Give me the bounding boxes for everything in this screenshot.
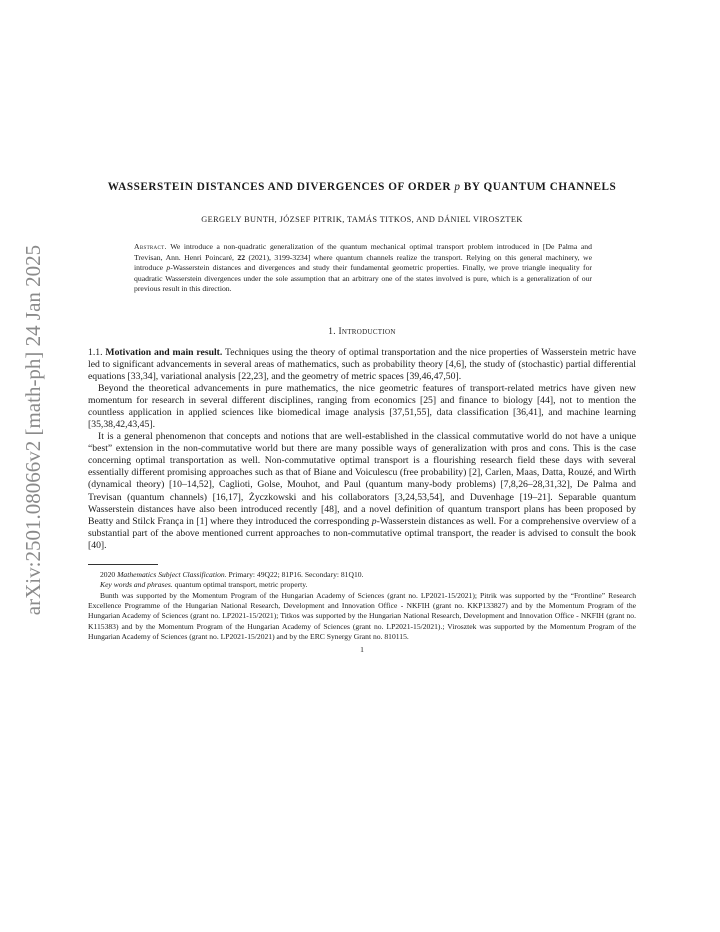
paragraph-1-text: Techniques using the theory of optimal transportation and the nice properties of Wasserstein metric have led to significant advancements in several areas of mathematics, such as probability theory [4,6], the study of (stochastic) partial differential equations [33,34], variational analysis [22,23], and the geometry of metric spaces [39,46,47,50]. [88, 346, 637, 383]
footnote-keywords-text: quantum optimal transport, metric property. [172, 580, 308, 590]
paragraph-3 [88, 431, 636, 551]
subsection-title: Motivation and main result. [105, 346, 223, 358]
abstract-text-3: -Wasserstein distances and divergences and study their fundamental geometric properties. Finally, we prove triangle inequality for quadratic Wasserstein divergences under the sole assumption that an arbitrary one of the states involved is pure, which is a generalization of our previous result in this direction. [134, 263, 592, 294]
footnote-funding: Bunth was supported by the Momentum Program of the Hungarian Academy of Sciences (grant no. LP2021-15/2021); Pitrik was supported by the “Frontline” Research Excellence Programme of the Hungarian National Research, Development and Innovation Office - NKFIH (grant no. KKP133827) and by the Momentum Program of the Hungarian Academy of Sciences (grant no. LP2021-15/2021); Titkos was supported by the Hungarian National Research, Development and Innovation Office - NKFIH (grant no. K115383) and by the Momentum Program of the Hungarian Academy of Sciences (grant no. LP2021-15/2021).; Virosztek was supported by the Momentum Program of the Hungarian Academy of Sciences (grant no. LP2021-15/2021) and by the ERC Synergy Grant no. 810115. [88, 590, 636, 642]
footnote-divider [88, 564, 158, 565]
section-heading: 1. Introduction [328, 326, 396, 337]
paper-page [88, 180, 636, 654]
abstract-variable: p [166, 263, 171, 273]
page-number: 1 [360, 644, 364, 654]
title-part-1: WASSERSTEIN DISTANCES AND DIVERGENCES OF ORDER [107, 181, 455, 193]
paragraph-2: Beyond the theoretical advancements in pure mathematics, the nice geometric features of transport-related metrics have given new momentum for research in several different disciplines, ranging from economics [25] and finance to biology [44], not to mention the countless application in applied sciences like biomedical image analysis [37,51,55], data classification [36,41], and machine learning [35,38,42,43,45]. [88, 383, 636, 431]
arxiv-identifier-stamp [14, 220, 50, 640]
arxiv-stamp-text: arXiv:2501.08066v2 [math-ph] 24 Jan 2025 [21, 244, 45, 616]
footnote-classification-text: Primary: 49Q22; 81P16. Secondary: 81Q10. [226, 569, 364, 579]
paragraph-3-text-2: -Wasserstein distances as well. For a comprehensive overview of a substantial part of the above mentioned current approaches to non-commutative optimal transport, the reader is advised to consult the book [40]. [88, 515, 636, 551]
footnote-classification-year: 2020 [100, 569, 118, 579]
author-list: GERGELY BUNTH, JÓZSEF PITRIK, TAMÁS TITKOS, AND DÁNIEL VIROSZTEK [201, 215, 523, 224]
abstract-volume: 22 [237, 252, 246, 262]
footnote-classification [88, 570, 636, 580]
abstract-label: Abstract. [134, 242, 167, 251]
subsection-number: 1.1. [88, 346, 103, 358]
abstract-text-1: We introduce a non-quadratic generalization of the quantum mechanical optimal transport problem introduced in [De Palma and Trevisan, Ann. Henri Poincaré, [134, 242, 592, 262]
paragraph-3-variable: p [371, 515, 377, 527]
paragraph-1 [88, 347, 636, 383]
title-part-2: BY QUANTUM CHANNELS [460, 181, 617, 193]
paragraph-3-text-1: It is a general phenomenon that concepts and notions that are well-established in the classical commutative world do not have a unique “best” extension in the non-commutative world but there are many possible ways of generalization with pros and cons. This is the case concerning optimal transportation as well. Non-commutative optimal transport is a flourishing research field these days with several essentially different promising approaches such as that of Biane and Voiculescu (free probability) [2], Carlen, Maas, Datta, Rouzé, and Wirth (dynamical theory) [10–14,52], Caglioti, Golse, Mouhot, and Paul (quantum many-body problems) [7,8,26–28,31,32], De Palma and Trevisan (quantum channels) [16,17], Życzkowski and his collaborators [3,24,53,54], and Duvenhage [19–21]. Separable quantum Wasserstein distances have also been introduced recently [48], and a novel definition of quantum transport plans has been proposed by Beatty and Stilck França in [1] where they introduced the corresponding [88, 431, 636, 527]
footnote-keywords [88, 580, 636, 590]
paper-title [88, 180, 636, 195]
footnote-keywords-label: Key words and phrases. [100, 580, 173, 590]
arxiv-stamp-svg [14, 220, 50, 640]
footnotes [88, 570, 636, 643]
abstract [134, 242, 592, 295]
title-variable: p [454, 181, 461, 193]
abstract-text-2: (2021), 3199-3234] where quantum channels realize the transport. Relying on this general machinery, we introduce [134, 252, 592, 273]
footnote-classification-label: Mathematics Subject Classification. [117, 569, 227, 579]
introduction-body [88, 347, 636, 552]
